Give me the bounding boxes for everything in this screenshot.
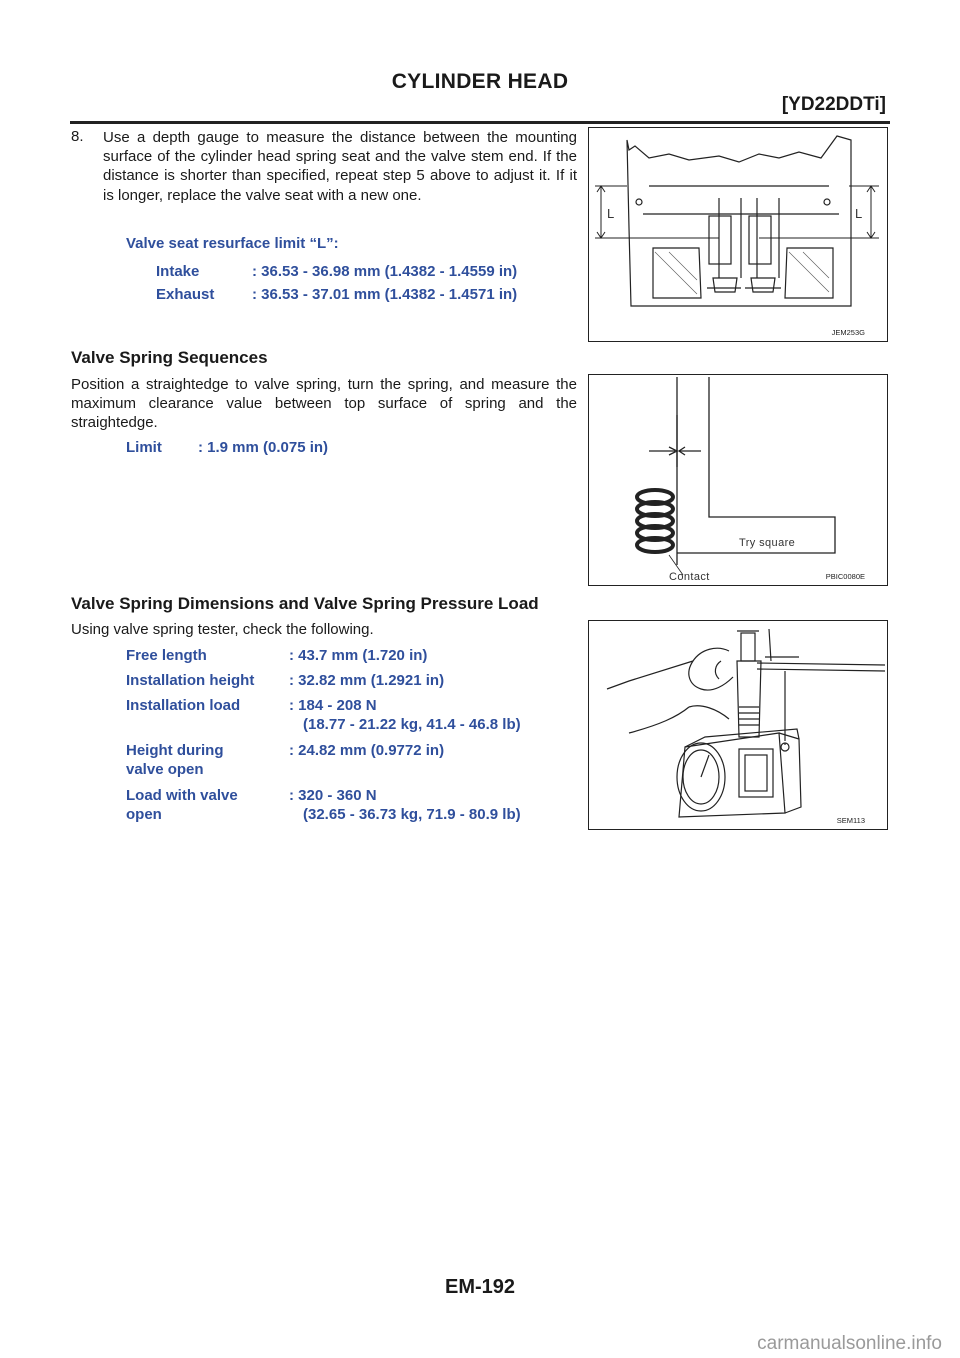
load-valve-open-value-2: (32.65 - 36.73 kg, 71.9 - 80.9 lb) (303, 806, 521, 823)
load-valve-open-label: Load with valve (126, 787, 238, 804)
intake-spec-value: : 36.53 - 36.98 mm (1.4382 - 1.4559 in) (252, 263, 518, 280)
engine-code: [YD22DDTi] (781, 94, 886, 115)
spring-tester-figure (588, 620, 888, 830)
header-divider (70, 121, 890, 124)
intake-spec-label: Intake (156, 263, 200, 280)
figure-code: SEM113 (836, 816, 865, 825)
spring-dimensions-text: Using valve spring tester, check the following. (71, 621, 374, 638)
figure-code: PBIC0080E (825, 572, 865, 581)
installation-height-label: Installation height (126, 672, 255, 689)
figure-code: JEM253G (831, 328, 865, 337)
valve-seat-spec-title: Valve seat resurface limit “L”: (126, 235, 339, 252)
spring-sequences-heading: Valve Spring Sequences (71, 348, 268, 367)
height-valve-open-value: : 24.82 mm (0.9772 in) (289, 742, 445, 759)
try-square-drawing (589, 375, 885, 583)
load-valve-open-value: : 320 - 360 N (289, 787, 377, 804)
exhaust-spec-value: : 36.53 - 37.01 mm (1.4382 - 1.4571 in) (252, 286, 518, 303)
cylinder-head-drawing (589, 128, 885, 339)
limit-spec-value: : 1.9 mm (0.075 in) (198, 439, 329, 456)
l-dimension-right: L (855, 206, 863, 221)
free-length-label: Free length (126, 647, 207, 664)
contact-label: Contact (669, 571, 710, 583)
l-dimension-left: L (607, 206, 615, 221)
spring-dimensions-heading: Valve Spring Dimensions and Valve Spring Pressure Load (71, 594, 539, 613)
height-valve-open-label-2: valve open (126, 761, 204, 778)
installation-height-value: : 32.82 mm (1.2921 in) (289, 672, 445, 689)
installation-load-value: : 184 - 208 N (289, 697, 377, 714)
exhaust-spec-label: Exhaust (156, 286, 215, 303)
height-valve-open-label: Height during (126, 742, 224, 759)
step8-text: Use a depth gauge to measure the distance between the mounting surface of the cylinder head spring seat and the valve stem end. If the distance is shorter than specified, repeat step 5 above to adjust it. If it is longer, replace the valve seat with a new one. (103, 129, 577, 204)
page-title: CYLINDER HEAD (391, 70, 569, 93)
page-number: EM-192 (444, 1276, 516, 1298)
spring-squareness-figure (588, 374, 888, 586)
cylinder-head-figure (588, 127, 888, 342)
load-valve-open-label-2: open (126, 806, 162, 823)
installation-load-label: Installation load (126, 697, 241, 714)
try-square-label: Try square (739, 537, 796, 549)
installation-load-value-2: (18.77 - 21.22 kg, 41.4 - 46.8 lb) (303, 716, 521, 733)
spring-tester-drawing (589, 621, 885, 827)
spring-sequences-text: Position a straightedge to valve spring, turn the spring, and measure the maximum clearance value between top surface of spring and the straightedge. (71, 376, 577, 432)
watermark: carmanualsonline.info (757, 1333, 942, 1354)
free-length-value: : 43.7 mm (1.720 in) (289, 647, 428, 664)
step-number: 8. (71, 128, 84, 145)
limit-spec-label: Limit (126, 439, 162, 456)
